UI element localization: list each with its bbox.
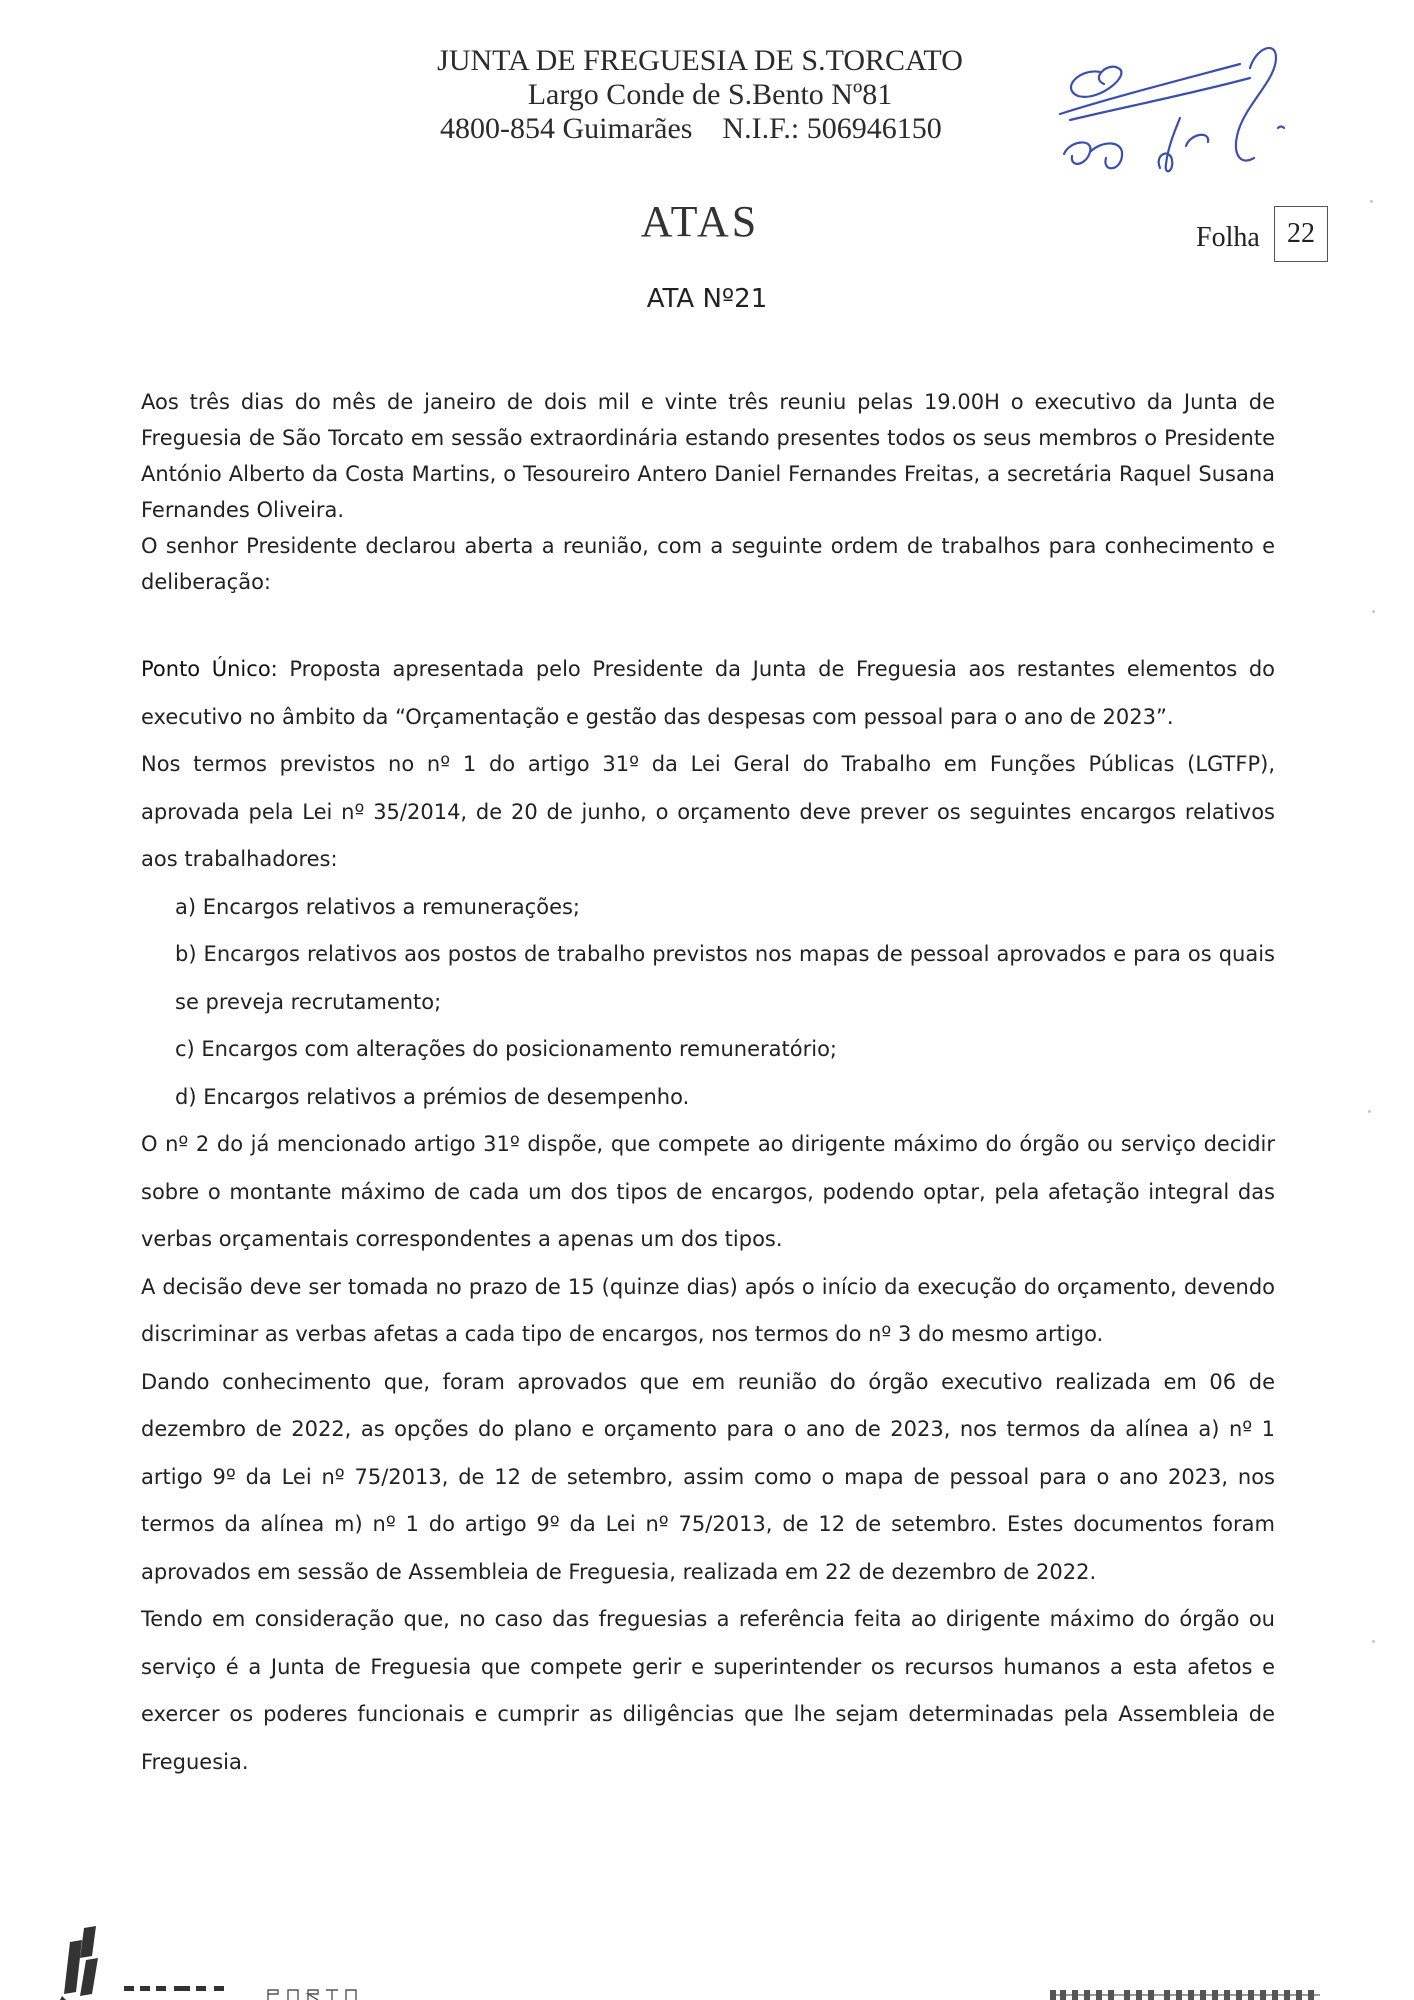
list-item: c) Encargos com alterações do posicionamento remuneratório; — [175, 1037, 838, 1061]
footer-processing-mark — [1050, 1988, 1330, 2000]
body-paragraph: Tendo em consideração que, no caso das freguesias a referência feita ao dirigente máximo do órgão ou serviço é a Junta de Freguesia que compete gerir e superintender os recursos humanos a esta afetos e exercer os poderes funcionais e cumprir as diligências que lhe sejam determinadas pela Assembleia de Freguesia. — [141, 1607, 1275, 1774]
handwritten-signature — [1040, 28, 1300, 198]
body-paragraph: Dando conhecimento que, foram aprovados que em reunião do órgão executivo realizada em 06 de dezembro de 2022, as opções do plano e orçamento para o ano de 2023, nos termos da alínea a) nº 1 artigo 9º da Lei nº 75/2013, de 12 de setembro, assim como o mapa de pessoal para o ano 2023, nos termos da alínea m) nº 1 do artigo 9º da Lei nº 75/2013, de 12 de setembro. Estes documentos foram aprovados em sessão de Assembleia de Freguesia, realizada em 22 de dezembro de 2022. — [141, 1369, 1275, 1584]
ata-number: ATA Nº21 — [646, 284, 768, 314]
body-paragraph: O nº 2 do já mencionado artigo 31º dispõe, que compete ao dirigente máximo do órgão ou serviço decidir sobre o montante máximo de cada um dos tipos de encargos, podendo optar, pela afetação integral das verbas orçamentais correspondentes a apenas um dos tipos. — [141, 1132, 1275, 1251]
ponto-label: Ponto Único: — [141, 657, 278, 681]
printer-logo-icon — [52, 1920, 112, 2000]
list-item: b) Encargos relativos aos postos de trabalho previstos nos mapas de pessoal aprovados e para os quais se preveja recrutamento; — [175, 942, 1275, 1014]
ponto-text: Proposta apresentada pelo Presidente da Junta de Freguesia aos restantes elementos do executivo no âmbito da “Orçamentação e gestão das despesas com pessoal para o ano de 2023”. — [141, 657, 1282, 729]
footer-dash-mark — [124, 1986, 234, 1992]
intro-paragraph: O senhor Presidente declarou aberta a reunião, com a seguinte ordem de trabalhos para conhecimento e deliberação: — [141, 534, 1275, 594]
letterhead-address: Largo Conde de S.Bento Nº81 — [527, 78, 893, 111]
scan-speck — [1368, 1110, 1371, 1113]
scan-speck — [1372, 1640, 1375, 1643]
intro-section — [141, 384, 1275, 600]
letterhead-name: JUNTA DE FREGUESIA DE S.TORCATO — [437, 44, 963, 77]
list-item: a) Encargos relativos a remunerações; — [175, 894, 581, 919]
folha-number: 22 — [1274, 206, 1328, 262]
letterhead — [380, 44, 1020, 146]
body-paragraph: A decisão deve ser tomada no prazo de 15 (quinze dias) após o início da execução do orçamento, devendo discriminar as verbas afetas a cada tipo de encargos, nos termos do nº 3 do mesmo artigo. — [141, 1274, 1275, 1346]
scan-speck — [1372, 610, 1375, 613]
letterhead-postal-nif: 4800-854 Guimarães N.I.F.: 506946150 — [440, 112, 942, 145]
document-type-title: ATAS — [640, 197, 760, 246]
folha-label: Folha — [1196, 222, 1260, 253]
footer-imprint-mark — [264, 1984, 364, 2000]
list-item: d) Encargos relativos a prémios de desempenho. — [175, 1084, 690, 1109]
ponto-paragraph — [141, 646, 1282, 741]
scan-speck — [1370, 200, 1373, 203]
terms-paragraph: Nos termos previstos no nº 1 do artigo 31º da Lei Geral do Trabalho em Funções Públicas (LGTFP), aprovada pela Lei nº 35/2014, de 20 de junho, o orçamento deve prever os seguintes encargos relativos aos trabalhadores: — [141, 752, 1275, 871]
main-section — [141, 646, 1282, 1786]
intro-paragraph: Aos três dias do mês de janeiro de dois mil e vinte três reuniu pelas 19.00H o executivo da Junta de Freguesia de São Torcato em sessão extraordinária estando presentes todos os seus membros o Presidente António Alberto da Costa Martins, o Tesoureiro Antero Daniel Fernandes Freitas, a secretária Raquel Susana Fernandes Oliveira. — [141, 390, 1275, 522]
